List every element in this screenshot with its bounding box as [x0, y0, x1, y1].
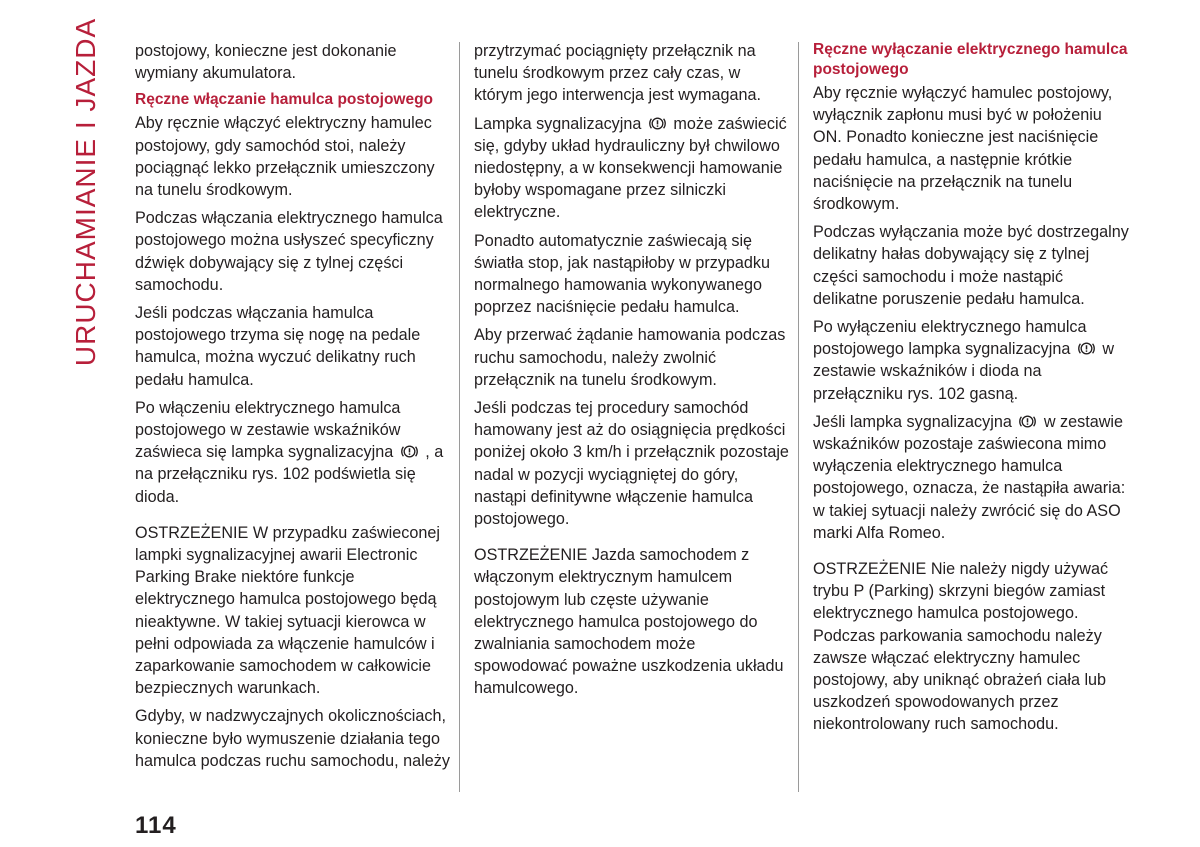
- text-run: w zestawie wskaźników pozostaje zaświecona mimo wyłączenia elektrycznego hamulca postojowego, oznacza, że nastąpiła awaria: w takiej sytuacji należy zwrócić się do ASO marki Alfa Romeo.: [813, 412, 1126, 542]
- paragraph: przytrzymać pociągnięty przełącznik na tunelu środkowym przez cały czas, w którym jego interwencja jest wymagana.: [474, 42, 762, 105]
- paragraph: postojowy, konieczne jest dokonanie wymiany akumulatora.: [135, 42, 397, 83]
- column-divider: [459, 42, 460, 792]
- paragraph: Ponadto automatycznie zaświecają się światła stop, jak nastąpiłoby w przypadku normalnego hamowania wykonywanego poprzez naciśnięcie pedału hamulca.: [474, 231, 771, 317]
- column-divider: [798, 42, 799, 792]
- text-run: w zestawie wskaźników i dioda na przełączniku rys. 102 gasną.: [813, 340, 1115, 403]
- paragraph: Aby przerwać żądanie hamowania podczas ruchu samochodu, należy zwolnić przełącznik na tunelu środkowym.: [474, 326, 786, 389]
- brake-warning-icon: [648, 114, 667, 133]
- text-run: Lampka sygnalizacyjna: [474, 114, 642, 133]
- text-run: może zaświecić się, gdyby układ hydrauliczny był chwilowo niedostępny, a w konsekwencji hamowanie byłoby wspomagane przez silniczki elektryczne.: [474, 114, 787, 222]
- text-run: Po włączeniu elektrycznego hamulca postojowego w zestawie wskaźników zaświeca się lampka sygnalizacyjna: [135, 398, 401, 462]
- paragraph: Aby ręcznie włączyć elektryczny hamulec postojowy, gdy samochód stoi, należy pociągnąć lekko przełącznik umieszczony na tunelu środkowym.: [135, 114, 435, 200]
- paragraph: [474, 113, 792, 224]
- warning-paragraph: OSTRZEŻENIE Nie należy nigdy używać trybu P (Parking) skrzyni biegów zamiast elektrycznego hamulca postojowego. Podczas parkowania samochodu należy zawsze włączać elektryczny hamulec postojowy, aby uniknąć obrażeń ciała lub uszkodzeń spowodowanych przez niekontrolowany ruch samochodu.: [813, 560, 1109, 734]
- paragraph: Gdyby, w nadzwyczajnych okolicznościach, konieczne było wymuszenie działania tego hamulca podczas ruchu samochodu, należy: [135, 707, 450, 770]
- text-run: , a na przełączniku rys. 102 podświetla się dioda.: [135, 443, 444, 506]
- warning-paragraph: OSTRZEŻENIE Jazda samochodem z włączonym elektrycznym hamulcem postojowym lub częste używanie elektrycznego hamulca postojowego do zwalniania samochodem może spowodować poważne uszkodzenia układu hamulcowego.: [474, 546, 784, 698]
- section-side-tab: [66, 17, 106, 367]
- text-column-3: [813, 40, 1129, 742]
- paragraph: [813, 316, 1129, 405]
- page-number: 114: [135, 812, 177, 839]
- paragraph: [813, 411, 1129, 544]
- paragraph: Jeśli podczas włączania hamulca postojowego trzyma się nogę na pedale hamulca, można wyczuć delikatny ruch pedału hamulca.: [135, 304, 421, 389]
- brake-warning-icon: [1077, 339, 1096, 358]
- brake-warning-icon: [400, 442, 419, 461]
- section-heading: Ręczne włączanie hamulca postojowego: [135, 91, 434, 109]
- text-column-2: [474, 40, 792, 706]
- brake-warning-icon: [1018, 412, 1037, 431]
- text-run: Jeśli lampka sygnalizacyjna: [813, 412, 1012, 431]
- section-heading: Ręczne wyłączanie elektrycznego hamulca postojowego: [813, 41, 1128, 78]
- text-run: Po wyłączeniu elektrycznego hamulca postojowego lampka sygnalizacyjna: [813, 318, 1087, 359]
- paragraph: Podczas wyłączania może być dostrzegalny delikatny hałas dobywający się z tylnej części samochodu i może nastąpić delikatne poruszenie pedału hamulca.: [813, 223, 1129, 308]
- paragraph: Podczas włączania elektrycznego hamulca postojowego można usłyszeć specyficzny dźwięk dobywający się z tylnej części samochodu.: [135, 209, 443, 294]
- section-side-tab-label: URUCHAMIANIE I JAZDA: [70, 17, 101, 367]
- paragraph: Jeśli podczas tej procedury samochód hamowany jest aż do osiągnięcia prędkości poniżej około 3 km/h i przełącznik pozostaje nadal w pozycji wyciągniętej do góry, nastąpi definitywne włączenie hamulca postojowego.: [474, 399, 789, 529]
- warning-paragraph: OSTRZEŻENIE W przypadku zaświeconej lampki sygnalizacyjnej awarii Electronic Parking Brake niektóre funkcje elektrycznego hamulca postojowego będą nieaktywne. W takiej sytuacji kierowca w pełni odpowiada za włączenie hamulców i zaparkowanie samochodem w całkowicie bezpiecznych warunkach.: [135, 523, 440, 698]
- paragraph: [135, 397, 453, 508]
- text-column-1: [135, 40, 453, 778]
- paragraph: Aby ręcznie wyłączyć hamulec postojowy, wyłącznik zapłonu musi być w położeniu ON. Ponadto konieczne jest naciśnięcie pedału hamulca, a następnie krótkie naciśnięcie na przełącznik na tunelu środkowym.: [813, 84, 1113, 214]
